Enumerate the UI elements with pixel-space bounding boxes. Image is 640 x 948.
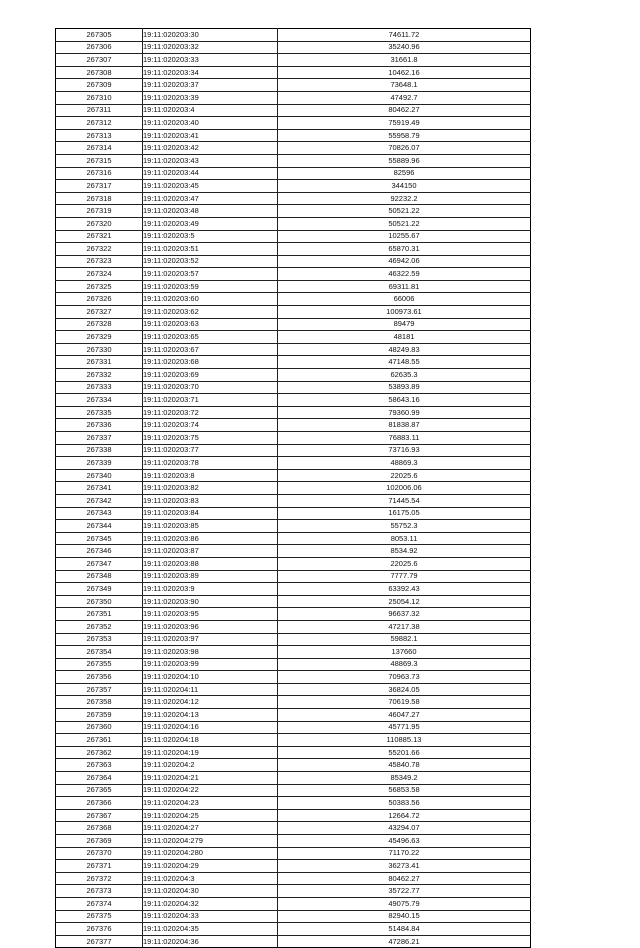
row-id-cell: 267342	[56, 494, 143, 507]
row-id-cell: 267310	[56, 91, 143, 104]
row-id-cell: 267339	[56, 457, 143, 470]
table-row	[56, 494, 531, 507]
amount-cell: 51484.84	[278, 923, 531, 936]
amount-cell: 137660	[278, 646, 531, 659]
row-id-cell: 267374	[56, 897, 143, 910]
table-row	[56, 532, 531, 545]
row-id-cell: 267366	[56, 797, 143, 810]
amount-cell: 102006.06	[278, 482, 531, 495]
row-id-cell: 267377	[56, 935, 143, 948]
amount-cell: 10255.67	[278, 230, 531, 243]
table-row	[56, 356, 531, 369]
cadastral-number-cell: 19:11:020203:42	[143, 142, 278, 155]
amount-cell: 73716.93	[278, 444, 531, 457]
cadastral-number-cell: 19:11:020203:33	[143, 54, 278, 67]
row-id-cell: 267372	[56, 872, 143, 885]
cadastral-number-cell: 19:11:020204:32	[143, 897, 278, 910]
cadastral-number-cell: 19:11:020204:18	[143, 734, 278, 747]
amount-cell: 36273.41	[278, 860, 531, 873]
table-row	[56, 381, 531, 394]
cadastral-number-cell: 19:11:020203:60	[143, 293, 278, 306]
table-row	[56, 671, 531, 684]
table-row	[56, 646, 531, 659]
cadastral-number-cell: 19:11:020203:99	[143, 658, 278, 671]
cadastral-number-cell: 19:11:020204:33	[143, 910, 278, 923]
table-row	[56, 847, 531, 860]
amount-cell: 75919.49	[278, 117, 531, 130]
row-id-cell: 267352	[56, 620, 143, 633]
amount-cell: 344150	[278, 180, 531, 193]
amount-cell: 55958.79	[278, 129, 531, 142]
amount-cell: 35722.77	[278, 885, 531, 898]
table-row	[56, 180, 531, 193]
table-row	[56, 104, 531, 117]
table-row	[56, 872, 531, 885]
amount-cell: 46942.06	[278, 255, 531, 268]
row-id-cell: 267334	[56, 394, 143, 407]
table-row	[56, 255, 531, 268]
table-row	[56, 923, 531, 936]
row-id-cell: 267349	[56, 583, 143, 596]
table-row	[56, 570, 531, 583]
cadastral-number-cell: 19:11:020203:49	[143, 217, 278, 230]
amount-cell: 81838.87	[278, 419, 531, 432]
table-row	[56, 419, 531, 432]
table-row	[56, 620, 531, 633]
row-id-cell: 267312	[56, 117, 143, 130]
table-row	[56, 406, 531, 419]
cadastral-number-cell: 19:11:020203:82	[143, 482, 278, 495]
table-row	[56, 66, 531, 79]
row-id-cell: 267370	[56, 847, 143, 860]
row-id-cell: 267321	[56, 230, 143, 243]
cadastral-number-cell: 19:11:020204:30	[143, 885, 278, 898]
table-row	[56, 910, 531, 923]
row-id-cell: 267306	[56, 41, 143, 54]
amount-cell: 96637.32	[278, 608, 531, 621]
amount-cell: 56853.58	[278, 784, 531, 797]
cadastral-number-cell: 19:11:020203:71	[143, 394, 278, 407]
amount-cell: 10462.16	[278, 66, 531, 79]
row-id-cell: 267337	[56, 432, 143, 445]
row-id-cell: 267329	[56, 331, 143, 344]
table-row	[56, 54, 531, 67]
row-id-cell: 267330	[56, 343, 143, 356]
row-id-cell: 267375	[56, 910, 143, 923]
row-id-cell: 267309	[56, 79, 143, 92]
amount-cell: 48869.3	[278, 457, 531, 470]
row-id-cell: 267376	[56, 923, 143, 936]
cadastral-number-cell: 19:11:020203:62	[143, 306, 278, 319]
cadastral-number-cell: 19:11:020204:19	[143, 746, 278, 759]
cadastral-number-cell: 19:11:020203:5	[143, 230, 278, 243]
table-row	[56, 217, 531, 230]
table-row	[56, 633, 531, 646]
table-row	[56, 696, 531, 709]
cadastral-number-cell: 19:11:020203:88	[143, 557, 278, 570]
data-table	[55, 28, 531, 948]
table-row	[56, 734, 531, 747]
row-id-cell: 267361	[56, 734, 143, 747]
table-row	[56, 129, 531, 142]
cadastral-number-cell: 19:11:020203:68	[143, 356, 278, 369]
row-id-cell: 267336	[56, 419, 143, 432]
row-id-cell: 267369	[56, 835, 143, 848]
amount-cell: 47492.7	[278, 91, 531, 104]
cadastral-number-cell: 19:11:020203:57	[143, 268, 278, 281]
amount-cell: 73648.1	[278, 79, 531, 92]
table-row	[56, 721, 531, 734]
table-row	[56, 709, 531, 722]
cadastral-number-cell: 19:11:020204:22	[143, 784, 278, 797]
row-id-cell: 267344	[56, 520, 143, 533]
cadastral-number-cell: 19:11:020203:52	[143, 255, 278, 268]
table-row	[56, 154, 531, 167]
table-body	[56, 29, 531, 948]
row-id-cell: 267358	[56, 696, 143, 709]
row-id-cell: 267322	[56, 243, 143, 256]
row-id-cell: 267335	[56, 406, 143, 419]
table-row	[56, 746, 531, 759]
row-id-cell: 267368	[56, 822, 143, 835]
cadastral-number-cell: 19:11:020203:89	[143, 570, 278, 583]
amount-cell: 82940.15	[278, 910, 531, 923]
cadastral-number-cell: 19:11:020203:78	[143, 457, 278, 470]
amount-cell: 47286.21	[278, 935, 531, 948]
table-row	[56, 243, 531, 256]
cadastral-number-cell: 19:11:020203:39	[143, 91, 278, 104]
cadastral-number-cell: 19:11:020204:29	[143, 860, 278, 873]
amount-cell: 45496.63	[278, 835, 531, 848]
amount-cell: 25054.12	[278, 595, 531, 608]
cadastral-number-cell: 19:11:020204:12	[143, 696, 278, 709]
row-id-cell: 267343	[56, 507, 143, 520]
table-row	[56, 29, 531, 42]
cadastral-number-cell: 19:11:020203:63	[143, 318, 278, 331]
table-row	[56, 268, 531, 281]
row-id-cell: 267350	[56, 595, 143, 608]
row-id-cell: 267347	[56, 557, 143, 570]
row-id-cell: 267360	[56, 721, 143, 734]
amount-cell: 80462.27	[278, 872, 531, 885]
amount-cell: 65870.31	[278, 243, 531, 256]
amount-cell: 71170.22	[278, 847, 531, 860]
row-id-cell: 267313	[56, 129, 143, 142]
table-row	[56, 318, 531, 331]
table-row	[56, 809, 531, 822]
table-row	[56, 331, 531, 344]
amount-cell: 58643.16	[278, 394, 531, 407]
amount-cell: 12664.72	[278, 809, 531, 822]
cadastral-number-cell: 19:11:020203:72	[143, 406, 278, 419]
row-id-cell: 267348	[56, 570, 143, 583]
row-id-cell: 267316	[56, 167, 143, 180]
cadastral-number-cell: 19:11:020204:21	[143, 772, 278, 785]
amount-cell: 85349.2	[278, 772, 531, 785]
amount-cell: 8534.92	[278, 545, 531, 558]
amount-cell: 48181	[278, 331, 531, 344]
table-row	[56, 369, 531, 382]
table-row	[56, 784, 531, 797]
table-row	[56, 658, 531, 671]
amount-cell: 22025.6	[278, 469, 531, 482]
table-row	[56, 897, 531, 910]
table-row	[56, 343, 531, 356]
row-id-cell: 267362	[56, 746, 143, 759]
row-id-cell: 267373	[56, 885, 143, 898]
table-row	[56, 293, 531, 306]
table-row	[56, 835, 531, 848]
amount-cell: 8053.11	[278, 532, 531, 545]
row-id-cell: 267328	[56, 318, 143, 331]
row-id-cell: 267307	[56, 54, 143, 67]
table-row	[56, 772, 531, 785]
amount-cell: 7777.79	[278, 570, 531, 583]
cadastral-number-cell: 19:11:020203:8	[143, 469, 278, 482]
table-row	[56, 230, 531, 243]
cadastral-number-cell: 19:11:020203:83	[143, 494, 278, 507]
table-row	[56, 41, 531, 54]
cadastral-number-cell: 19:11:020203:87	[143, 545, 278, 558]
row-id-cell: 267351	[56, 608, 143, 621]
table-row	[56, 759, 531, 772]
amount-cell: 55889.96	[278, 154, 531, 167]
amount-cell: 100973.61	[278, 306, 531, 319]
amount-cell: 55752.3	[278, 520, 531, 533]
amount-cell: 47148.55	[278, 356, 531, 369]
table-row	[56, 683, 531, 696]
amount-cell: 50521.22	[278, 205, 531, 218]
cadastral-number-cell: 19:11:020203:67	[143, 343, 278, 356]
cadastral-number-cell: 19:11:020203:44	[143, 167, 278, 180]
cadastral-number-cell: 19:11:020203:30	[143, 29, 278, 42]
cadastral-number-cell: 19:11:020203:59	[143, 280, 278, 293]
row-id-cell: 267327	[56, 306, 143, 319]
amount-cell: 69311.81	[278, 280, 531, 293]
row-id-cell: 267326	[56, 293, 143, 306]
row-id-cell: 267305	[56, 29, 143, 42]
row-id-cell: 267345	[56, 532, 143, 545]
amount-cell: 63392.43	[278, 583, 531, 596]
cadastral-number-cell: 19:11:020204:23	[143, 797, 278, 810]
table-row	[56, 520, 531, 533]
amount-cell: 74611.72	[278, 29, 531, 42]
amount-cell: 92232.2	[278, 192, 531, 205]
amount-cell: 70826.07	[278, 142, 531, 155]
table-row	[56, 822, 531, 835]
cadastral-number-cell: 19:11:020203:69	[143, 369, 278, 382]
amount-cell: 46047.27	[278, 709, 531, 722]
row-id-cell: 267317	[56, 180, 143, 193]
cadastral-number-cell: 19:11:020203:90	[143, 595, 278, 608]
row-id-cell: 267324	[56, 268, 143, 281]
table-row	[56, 469, 531, 482]
amount-cell: 62635.3	[278, 369, 531, 382]
cadastral-number-cell: 19:11:020204:25	[143, 809, 278, 822]
amount-cell: 55201.66	[278, 746, 531, 759]
cadastral-number-cell: 19:11:020204:10	[143, 671, 278, 684]
row-id-cell: 267319	[56, 205, 143, 218]
cadastral-number-cell: 19:11:020204:35	[143, 923, 278, 936]
cadastral-number-cell: 19:11:020203:77	[143, 444, 278, 457]
amount-cell: 79360.99	[278, 406, 531, 419]
table-row	[56, 394, 531, 407]
amount-cell: 49075.79	[278, 897, 531, 910]
cadastral-number-cell: 19:11:020203:43	[143, 154, 278, 167]
row-id-cell: 267338	[56, 444, 143, 457]
amount-cell: 50521.22	[278, 217, 531, 230]
cadastral-number-cell: 19:11:020203:41	[143, 129, 278, 142]
cadastral-number-cell: 19:11:020204:280	[143, 847, 278, 860]
cadastral-number-cell: 19:11:020204:13	[143, 709, 278, 722]
amount-cell: 35240.96	[278, 41, 531, 54]
row-id-cell: 267318	[56, 192, 143, 205]
table-row	[56, 595, 531, 608]
cadastral-number-cell: 19:11:020203:37	[143, 79, 278, 92]
table-row	[56, 444, 531, 457]
amount-cell: 89479	[278, 318, 531, 331]
amount-cell: 50383.56	[278, 797, 531, 810]
row-id-cell: 267371	[56, 860, 143, 873]
cadastral-number-cell: 19:11:020203:51	[143, 243, 278, 256]
row-id-cell: 267331	[56, 356, 143, 369]
cadastral-number-cell: 19:11:020203:84	[143, 507, 278, 520]
cadastral-number-cell: 19:11:020203:48	[143, 205, 278, 218]
row-id-cell: 267325	[56, 280, 143, 293]
cadastral-number-cell: 19:11:020204:16	[143, 721, 278, 734]
table-row	[56, 205, 531, 218]
row-id-cell: 267363	[56, 759, 143, 772]
amount-cell: 22025.6	[278, 557, 531, 570]
amount-cell: 76883.11	[278, 432, 531, 445]
table-row	[56, 91, 531, 104]
table-row	[56, 432, 531, 445]
row-id-cell: 267356	[56, 671, 143, 684]
table-row	[56, 79, 531, 92]
table-row	[56, 608, 531, 621]
cadastral-number-cell: 19:11:020204:27	[143, 822, 278, 835]
row-id-cell: 267332	[56, 369, 143, 382]
cadastral-number-cell: 19:11:020203:86	[143, 532, 278, 545]
amount-cell: 71445.54	[278, 494, 531, 507]
row-id-cell: 267320	[56, 217, 143, 230]
cadastral-number-cell: 19:11:020203:98	[143, 646, 278, 659]
table-row	[56, 885, 531, 898]
amount-cell: 48249.83	[278, 343, 531, 356]
cadastral-number-cell: 19:11:020203:47	[143, 192, 278, 205]
cadastral-number-cell: 19:11:020203:95	[143, 608, 278, 621]
amount-cell: 43294.07	[278, 822, 531, 835]
row-id-cell: 267308	[56, 66, 143, 79]
amount-cell: 46322.59	[278, 268, 531, 281]
table-row	[56, 306, 531, 319]
amount-cell: 70619.58	[278, 696, 531, 709]
table-row	[56, 117, 531, 130]
amount-cell: 110885.13	[278, 734, 531, 747]
row-id-cell: 267357	[56, 683, 143, 696]
amount-cell: 59882.1	[278, 633, 531, 646]
row-id-cell: 267311	[56, 104, 143, 117]
row-id-cell: 267341	[56, 482, 143, 495]
amount-cell: 80462.27	[278, 104, 531, 117]
amount-cell: 36824.05	[278, 683, 531, 696]
table-row	[56, 935, 531, 948]
amount-cell: 16175.05	[278, 507, 531, 520]
row-id-cell: 267346	[56, 545, 143, 558]
amount-cell: 45771.95	[278, 721, 531, 734]
amount-cell: 45840.78	[278, 759, 531, 772]
row-id-cell: 267365	[56, 784, 143, 797]
row-id-cell: 267333	[56, 381, 143, 394]
cadastral-number-cell: 19:11:020203:65	[143, 331, 278, 344]
table-row	[56, 797, 531, 810]
cadastral-number-cell: 19:11:020204:36	[143, 935, 278, 948]
cadastral-number-cell: 19:11:020203:34	[143, 66, 278, 79]
table-row	[56, 482, 531, 495]
table-row	[56, 142, 531, 155]
table-row	[56, 545, 531, 558]
cadastral-number-cell: 19:11:020203:74	[143, 419, 278, 432]
cadastral-number-cell: 19:11:020203:85	[143, 520, 278, 533]
row-id-cell: 267355	[56, 658, 143, 671]
table-row	[56, 557, 531, 570]
row-id-cell: 267359	[56, 709, 143, 722]
cadastral-number-cell: 19:11:020203:96	[143, 620, 278, 633]
row-id-cell: 267354	[56, 646, 143, 659]
amount-cell: 47217.38	[278, 620, 531, 633]
cadastral-number-cell: 19:11:020204:11	[143, 683, 278, 696]
cadastral-number-cell: 19:11:020203:4	[143, 104, 278, 117]
table-row	[56, 457, 531, 470]
table-row	[56, 507, 531, 520]
row-id-cell: 267367	[56, 809, 143, 822]
cadastral-number-cell: 19:11:020204:279	[143, 835, 278, 848]
table-row	[56, 583, 531, 596]
row-id-cell: 267340	[56, 469, 143, 482]
table-row	[56, 192, 531, 205]
row-id-cell: 267323	[56, 255, 143, 268]
amount-cell: 53893.89	[278, 381, 531, 394]
table-row	[56, 860, 531, 873]
amount-cell: 31661.8	[278, 54, 531, 67]
cadastral-number-cell: 19:11:020203:32	[143, 41, 278, 54]
table-row	[56, 167, 531, 180]
cadastral-number-cell: 19:11:020203:75	[143, 432, 278, 445]
cadastral-number-cell: 19:11:020203:9	[143, 583, 278, 596]
amount-cell: 48869.3	[278, 658, 531, 671]
cadastral-number-cell: 19:11:020203:97	[143, 633, 278, 646]
amount-cell: 70963.73	[278, 671, 531, 684]
row-id-cell: 267353	[56, 633, 143, 646]
cadastral-number-cell: 19:11:020203:45	[143, 180, 278, 193]
cadastral-number-cell: 19:11:020204:2	[143, 759, 278, 772]
cadastral-number-cell: 19:11:020204:3	[143, 872, 278, 885]
row-id-cell: 267364	[56, 772, 143, 785]
amount-cell: 82596	[278, 167, 531, 180]
row-id-cell: 267315	[56, 154, 143, 167]
table-row	[56, 280, 531, 293]
row-id-cell: 267314	[56, 142, 143, 155]
cadastral-number-cell: 19:11:020203:70	[143, 381, 278, 394]
cadastral-number-cell: 19:11:020203:40	[143, 117, 278, 130]
amount-cell: 66006	[278, 293, 531, 306]
